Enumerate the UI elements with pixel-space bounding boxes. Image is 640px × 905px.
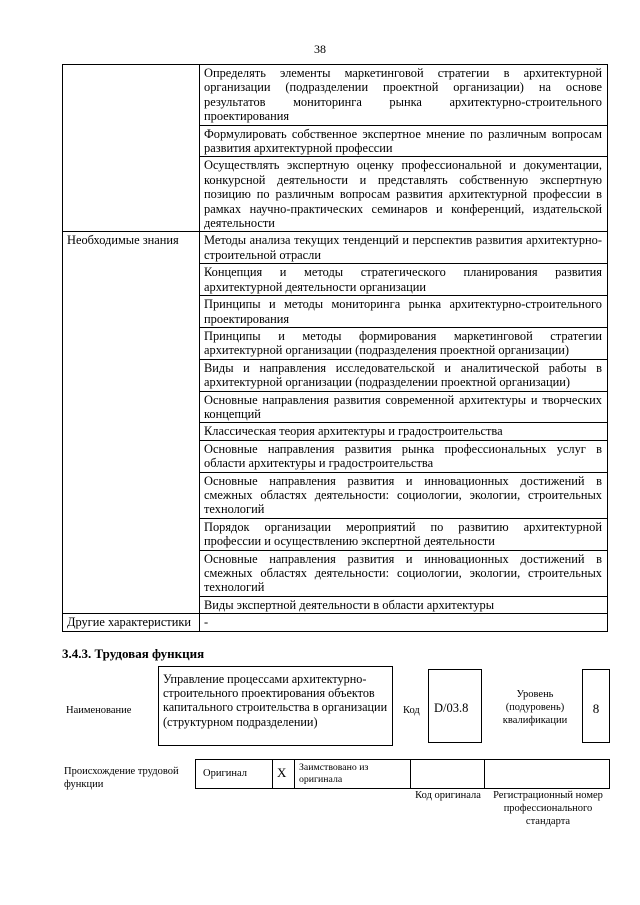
borrowed-label: Заимствовано из оригинала [299,762,369,785]
row-item: Виды и направления исследовательской и аналитической работы в архитектурной организации (подразделении проектной организации) [200,359,608,391]
original-label: Оригинал [203,768,247,779]
row-label: Другие характеристики [63,614,200,631]
row-item: Основные направления развития и инновационных достижений в смежных областях деятельности: социологии, экологии, строительных технологий [200,472,608,518]
level-value: 8 [592,701,600,716]
row-item: Осуществлять экспертную оценку профессиональной и документации, конкурсной деятельности и представлять собственную экспертную позицию по различным вопросам развития архитектурной профессии в рамках научно-практических семинаров и конференций, издательской деятельности [200,157,608,232]
level-label: Уровень (подуровень) квалификации [502,689,568,726]
function-name-value: Управление процессами архитектурно-строительного проектирования объектов капитального строительства в организации (структурном подразделении) [163,672,388,729]
row-item: Основные направления развития и инновационных достижений в смежных областях деятельности: социологии, экологии, строительных технологий [200,550,608,596]
page-number: 38 [314,42,326,56]
skills-knowledge-table [62,64,608,632]
row-item: Методы анализа текущих тенденций и перспектив развития архитектурно-строительной отрасли [200,232,608,264]
row-item: Принципы и методы формирования маркетинговой стратегии архитектурной организации (подразделения проектной организации) [200,327,608,359]
row-item: Основные направления развития рынка профессиональных услуг в области архитектуры и градостроительства [200,440,608,472]
code-original-label: Код оригинала [415,790,481,801]
row-item: Порядок организации мероприятий по развитию архитектурной профессии и осуществлению экспертной деятельности [200,518,608,550]
row-item: Виды экспертной деятельности в области архитектуры [200,596,608,613]
row-item: Формулировать собственное экспертное мнение по различным вопросам развития архитектурной профессии [200,125,608,157]
row-item: - [200,614,608,631]
original-mark: X [277,765,287,780]
row-item: Концепция и методы стратегического планирования развития архитектурной деятельности организации [200,264,608,296]
table-row [63,232,608,264]
name-label: Наименование [66,705,132,716]
row-label [63,65,200,232]
row-item: Основные направления развития современной архитектуры и творческих концепций [200,391,608,423]
row-item: Принципы и методы мониторинга рынка архитектурно-строительного проектирования [200,296,608,328]
origin-label: Происхождение трудовой функции [64,766,179,790]
row-label: Необходимые знания [63,232,200,614]
table-row [63,65,608,126]
code-label: Код [403,705,420,716]
reg-number-label: Регистрационный номер профессионального стандарта [493,790,603,827]
section-title: 3.4.3. Трудовая функция [62,646,205,661]
code-value: D/03.8 [434,701,469,715]
table-row [63,614,608,631]
row-item: Классическая теория архитектуры и градостроительства [200,423,608,440]
row-item: Определять элементы маркетинговой стратегии в архитектурной организации (подразделении проектной организации) на основе результатов мониторинга рынка архитектурно-строительного проектирования [200,65,608,126]
